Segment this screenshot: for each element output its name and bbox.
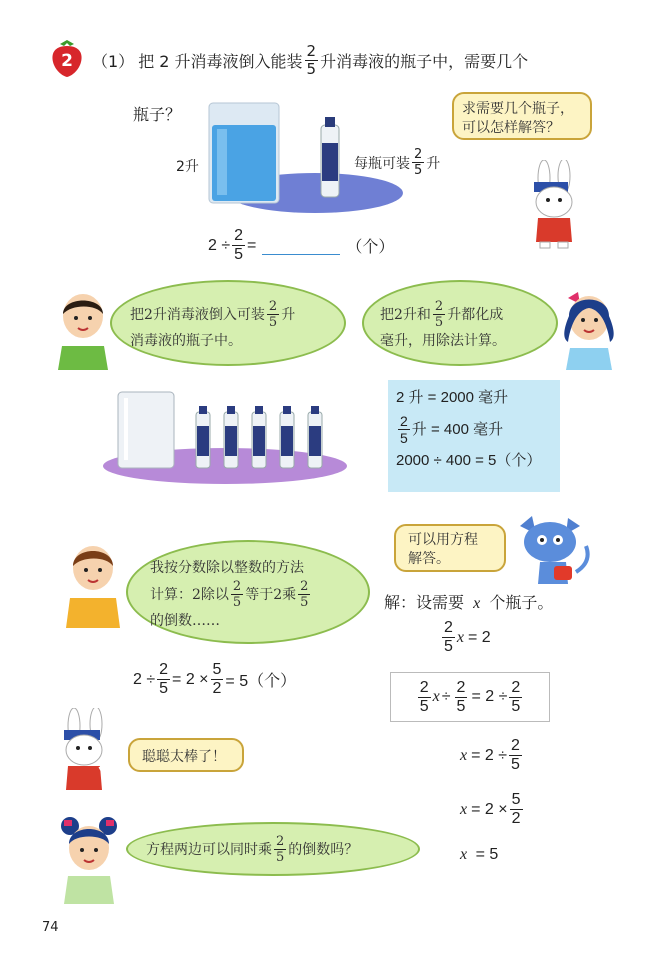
frac-den: 5	[268, 315, 278, 330]
frac-num: 2	[414, 147, 423, 162]
bubble-text: 方程两边可以同时乘	[146, 842, 272, 858]
variable-x: x	[432, 688, 440, 705]
per-bottle-unit: 升	[426, 155, 441, 172]
equation-1	[208, 228, 394, 263]
frac-den: 5	[414, 163, 423, 178]
beaker-five-bottles-illustration	[100, 386, 350, 486]
rabbit-icon	[520, 160, 590, 250]
rabbit2-character	[50, 708, 122, 796]
rabbit-character	[520, 160, 590, 250]
fraction-two-fifths	[267, 300, 279, 329]
variable-x: x	[473, 595, 481, 612]
rabbit2-bubble	[128, 738, 244, 772]
fraction-two-fifths	[157, 662, 170, 697]
variable-x: x	[460, 846, 468, 863]
fraction-two-fifths	[398, 414, 410, 445]
fraction-two-fifths	[231, 580, 243, 609]
bubble-line: 可以怎样解答？	[462, 120, 560, 136]
problem-part-label: （1）	[92, 52, 135, 71]
variable-x: x	[460, 800, 468, 818]
eq-part: = 2	[468, 628, 491, 646]
bubble-text: 的倒数吗？	[288, 842, 359, 858]
bubble-text: 把2升和	[380, 306, 431, 323]
frac-den: 5	[400, 430, 408, 446]
frac-num: 2	[234, 227, 244, 244]
eq-part: = 2 ÷	[471, 746, 508, 764]
fraction-five-halves	[510, 792, 523, 827]
problem-text-line1	[92, 44, 528, 77]
boy-character	[54, 290, 112, 370]
frac-den: 5	[434, 315, 444, 330]
per-bottle-text: 每瓶可装	[354, 155, 410, 172]
bubble-line: 毫升，用除法计算。	[380, 333, 506, 349]
frac-num: 2	[400, 413, 408, 429]
frac-den: 2	[212, 680, 222, 697]
frac-den: 5	[511, 756, 520, 773]
equation-2	[133, 662, 296, 697]
frac-num: 2	[419, 678, 429, 696]
boy2-character	[62, 540, 124, 630]
girl2-bubble	[126, 822, 420, 876]
problem-text-line2: 瓶子？	[133, 105, 182, 124]
eq-dividend: 2 ÷	[208, 236, 231, 254]
eq-part: = 2 ×	[471, 800, 508, 818]
eq-part: 2 ÷	[133, 670, 156, 688]
conversion-line2	[396, 414, 552, 445]
fraction-two-fifths	[412, 148, 424, 177]
bubble-line	[380, 300, 540, 329]
bubble-line: 我按分数除以整数的方法	[150, 560, 304, 576]
girl-character	[558, 288, 620, 370]
frac-num: 2	[434, 299, 444, 314]
eq-part: = 2 ×	[172, 670, 209, 688]
bubble-text: 把2升消毒液倒入可装	[130, 306, 265, 323]
frac-den: 5	[511, 697, 521, 715]
problem-text-b: 升消毒液的瓶子中，需要几个	[320, 52, 529, 71]
frac-num: 2	[276, 833, 285, 849]
eq-part: = 2 ÷	[471, 688, 508, 705]
boy-icon	[54, 290, 112, 370]
cat-character	[510, 512, 594, 588]
fraction-two-fifths	[274, 835, 286, 864]
frac-den: 5	[300, 595, 309, 610]
fraction-two-fifths	[509, 738, 522, 773]
frac-den: 5	[159, 680, 169, 697]
conversion-box	[388, 380, 560, 492]
girl-icon	[56, 812, 122, 904]
bubble-text: 升都化成	[447, 306, 504, 323]
solution-eq4	[460, 792, 525, 827]
fraction-two-fifths	[232, 228, 245, 263]
eq-equals: =	[247, 236, 257, 254]
frac-den: 5	[444, 638, 453, 655]
frac-den: 5	[276, 849, 285, 865]
bubble-line: 求需要几个瓶子，	[462, 101, 574, 117]
frac-num: 2	[159, 661, 169, 678]
page-number: 74	[42, 920, 59, 935]
solution-eq1	[440, 620, 491, 655]
frac-num: 2	[444, 619, 453, 636]
bubble-text: 升	[281, 306, 296, 323]
bubble-line: 解答。	[408, 551, 450, 567]
frac-den: 5	[234, 246, 244, 263]
eq-unit: （个）	[346, 239, 395, 256]
problem-number-badge	[50, 38, 84, 78]
frac-num: 5	[511, 791, 521, 808]
fraction-two-fifths	[455, 680, 468, 715]
eq-part: ÷	[441, 688, 451, 705]
bubble-line	[150, 580, 346, 609]
solution-eq2-box	[390, 672, 550, 722]
frac-num: 2	[300, 579, 309, 594]
fraction-five-halves	[211, 662, 224, 697]
frac-den: 5	[306, 60, 317, 78]
figure-right-label	[354, 148, 440, 177]
fraction-two-fifths	[418, 680, 431, 715]
girl2-character	[56, 812, 122, 904]
boy-bubble	[110, 280, 346, 366]
frac-num: 2	[511, 678, 521, 696]
eq-part: = 5（个）	[225, 673, 297, 690]
boy-icon	[62, 540, 124, 630]
fraction-two-fifths	[305, 44, 319, 77]
cat-bubble	[394, 524, 506, 572]
conversion-text: 升 = 400 毫升	[411, 420, 504, 438]
frac-num: 2	[268, 299, 278, 314]
frac-num: 2	[511, 737, 520, 754]
variable-x: x	[456, 628, 465, 646]
frac-den: 5	[232, 595, 242, 610]
figure-beaker-five-bottles	[100, 386, 350, 486]
frac-den: 5	[456, 697, 466, 715]
fraction-two-fifths	[442, 620, 455, 655]
bubble-text: 聪聪太棒了！	[142, 749, 226, 765]
solution-eq5	[460, 846, 498, 864]
fraction-two-fifths	[433, 300, 445, 329]
rabbit-question-bubble	[452, 92, 592, 140]
conversion-line1: 2 升 = 2000 毫升	[396, 389, 509, 406]
frac-num: 2	[306, 42, 317, 60]
bubble-line: 的倒数……	[150, 613, 220, 629]
boy2-bubble	[126, 540, 370, 644]
solution-intro	[384, 590, 553, 613]
girl-icon	[558, 288, 620, 370]
variable-x: x	[460, 746, 468, 764]
figure-left-label: 2升	[176, 159, 199, 175]
answer-blank[interactable]	[262, 236, 340, 255]
solution-text: 解：设需要	[384, 593, 465, 612]
cat-icon	[510, 512, 594, 588]
frac-num: 2	[232, 579, 242, 594]
problem-text-a: 把 2 升消毒液倒入能装	[138, 52, 303, 71]
solution-eq3	[460, 738, 524, 773]
bubble-line	[130, 300, 326, 329]
bubble-line: 消毒液的瓶子中。	[130, 333, 242, 349]
fraction-two-fifths	[298, 580, 310, 609]
eq-part: = 5	[475, 846, 499, 863]
bubble-text: 等于2乘	[245, 586, 297, 603]
solution-text: 个瓶子。	[489, 593, 554, 612]
bubble-line: 可以用方程	[408, 532, 478, 548]
frac-den: 5	[419, 697, 429, 715]
conversion-line3: 2000 ÷ 400 = 5（个）	[396, 452, 542, 469]
problem-number: 2	[61, 51, 73, 71]
fraction-two-fifths	[509, 680, 522, 715]
girl-bubble	[362, 280, 558, 366]
frac-num: 2	[456, 678, 466, 696]
frac-num: 5	[212, 661, 222, 678]
rabbit-icon	[50, 708, 122, 796]
bubble-text: 计算：2除以	[150, 586, 229, 603]
frac-den: 2	[511, 810, 521, 827]
